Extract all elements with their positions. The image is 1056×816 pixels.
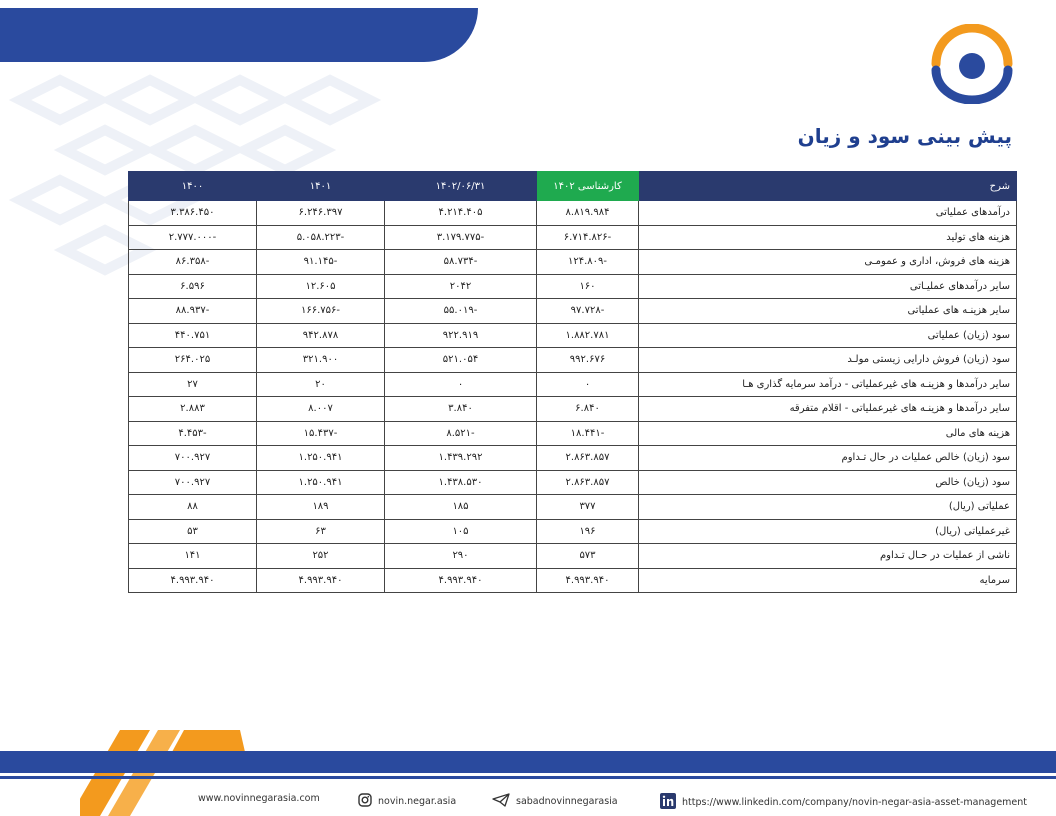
value-expert-1402: ۱.۸۸۲.۷۸۱ <box>537 323 639 348</box>
value-expert-1402: ۶.۸۴۰ <box>537 397 639 422</box>
page-title: پیش بینی سود و زیان <box>797 124 1012 148</box>
value-1401: -۵.۰۵۸.۲۲۳ <box>257 225 385 250</box>
value-1401: -۱۵.۴۳۷ <box>257 421 385 446</box>
value-expert-1402: ۹۹۲.۶۷۶ <box>537 348 639 373</box>
value-1401: ۶۳ <box>257 519 385 544</box>
value-expert-1402: ۲.۸۶۳.۸۵۷ <box>537 446 639 471</box>
value-1402-06-31: ۴.۹۹۳.۹۴۰ <box>385 568 537 593</box>
table-row <box>129 544 1017 569</box>
value-expert-1402: -۱۲۴.۸۰۹ <box>537 250 639 275</box>
value-1400: ۱۴۱ <box>129 544 257 569</box>
value-expert-1402: ۵۷۳ <box>537 544 639 569</box>
row-label: هزینه های تولید <box>639 225 1017 250</box>
footer-instagram[interactable] <box>358 793 456 810</box>
value-1401: ۸.۰۰۷ <box>257 397 385 422</box>
value-1400: -۴.۴۵۳ <box>129 421 257 446</box>
table-row <box>129 470 1017 495</box>
row-label: سود (زیان) خالص <box>639 470 1017 495</box>
row-label: عملیاتی (ریال) <box>639 495 1017 520</box>
value-expert-1402: ۲.۸۶۳.۸۵۷ <box>537 470 639 495</box>
row-label: سایر درآمدها و هزینـه های غیرعملیاتی - اقلام متفرقه <box>639 397 1017 422</box>
table-row <box>129 299 1017 324</box>
table-row <box>129 372 1017 397</box>
value-1400: -۸۶.۳۵۸ <box>129 250 257 275</box>
instagram-text: novin.negar.asia <box>378 796 457 807</box>
footer-telegram[interactable] <box>492 793 618 810</box>
profit-loss-table <box>128 171 1017 593</box>
value-1402-06-31: -۸.۵۲۱ <box>385 421 537 446</box>
value-1401: -۹۱.۱۴۵ <box>257 250 385 275</box>
value-1402-06-31: ۲۰۴۲ <box>385 274 537 299</box>
table-row <box>129 250 1017 275</box>
value-1400: ۳.۳۸۶.۴۵۰ <box>129 201 257 226</box>
value-1401: ۱.۲۵۰.۹۴۱ <box>257 470 385 495</box>
table-row <box>129 397 1017 422</box>
value-1402-06-31: ۹۲۲.۹۱۹ <box>385 323 537 348</box>
value-1402-06-31: ۰ <box>385 372 537 397</box>
row-label: غیرعملیاتی (ریال) <box>639 519 1017 544</box>
value-1402-06-31: ۴.۲۱۴.۴۰۵ <box>385 201 537 226</box>
header-1402-06-31: ۱۴۰۲/۰۶/۳۱ <box>385 172 537 201</box>
row-label: سایر هزینـه های عملیاتی <box>639 299 1017 324</box>
value-1400: -۲.۷۷۷.۰۰۰ <box>129 225 257 250</box>
value-1400: ۷۰۰.۹۲۷ <box>129 470 257 495</box>
instagram-icon <box>358 793 372 810</box>
value-1400: ۴.۹۹۳.۹۴۰ <box>129 568 257 593</box>
value-1401: ۲۵۲ <box>257 544 385 569</box>
telegram-icon <box>492 793 510 810</box>
row-label: هزینه های مالی <box>639 421 1017 446</box>
row-label: سرمایه <box>639 568 1017 593</box>
header-description: شرح <box>639 172 1017 201</box>
website-text: www.novinnegarasia.com <box>198 793 320 804</box>
row-label: سود (زیان) عملیاتی <box>639 323 1017 348</box>
row-label: ناشی از عملیات در حـال تـداوم <box>639 544 1017 569</box>
table-row <box>129 225 1017 250</box>
value-expert-1402: ۱۶۰ <box>537 274 639 299</box>
value-1400: ۸۸ <box>129 495 257 520</box>
value-1401: ۶.۲۴۶.۳۹۷ <box>257 201 385 226</box>
table-header-row <box>129 172 1017 201</box>
linkedin-text: https://www.linkedin.com/company/novin-negar-asia-asset-management <box>682 797 1028 808</box>
row-label: سایر درآمدها و هزینـه های غیرعملیاتی - درآمد سرمایه گذاری هـا <box>639 372 1017 397</box>
value-1402-06-31: ۵۲۱.۰۵۴ <box>385 348 537 373</box>
row-label: سود (زیان) خالص عملیات در حال تـداوم <box>639 446 1017 471</box>
value-1401: ۳۲۱.۹۰۰ <box>257 348 385 373</box>
footer-website[interactable] <box>198 793 320 804</box>
table-row <box>129 495 1017 520</box>
value-expert-1402: ۸.۸۱۹.۹۸۴ <box>537 201 639 226</box>
table-row <box>129 201 1017 226</box>
value-1401: ۲۰ <box>257 372 385 397</box>
value-1401: ۱۸۹ <box>257 495 385 520</box>
value-1401: ۴.۹۹۳.۹۴۰ <box>257 568 385 593</box>
company-logo <box>930 24 1014 104</box>
value-expert-1402: -۱۸.۴۴۱ <box>537 421 639 446</box>
value-1400: ۶.۵۹۶ <box>129 274 257 299</box>
row-label: هزینه های فروش، اداری و عمومـی <box>639 250 1017 275</box>
table-row <box>129 323 1017 348</box>
row-label: درآمدهای عملیاتی <box>639 201 1017 226</box>
value-1400: -۸۸.۹۳۷ <box>129 299 257 324</box>
table-row <box>129 446 1017 471</box>
value-1402-06-31: ۱.۴۳۸.۵۳۰ <box>385 470 537 495</box>
value-1400: ۲.۸۸۳ <box>129 397 257 422</box>
value-1400: ۴۴۰.۷۵۱ <box>129 323 257 348</box>
value-expert-1402: -۶.۷۱۴.۸۲۶ <box>537 225 639 250</box>
telegram-text: sabadnovinnegarasia <box>516 796 618 807</box>
value-1401: -۱۶۶.۷۵۶ <box>257 299 385 324</box>
value-1402-06-31: -۳.۱۷۹.۷۷۵ <box>385 225 537 250</box>
table-row <box>129 421 1017 446</box>
row-label: سایر درآمدهای عملیـاتی <box>639 274 1017 299</box>
value-1401: ۱.۲۵۰.۹۴۱ <box>257 446 385 471</box>
value-1402-06-31: -۵۸.۷۳۴ <box>385 250 537 275</box>
value-1400: ۲۶۴.۰۲۵ <box>129 348 257 373</box>
value-expert-1402: ۳۷۷ <box>537 495 639 520</box>
table-row <box>129 348 1017 373</box>
value-expert-1402: ۴.۹۹۳.۹۴۰ <box>537 568 639 593</box>
header-1401: ۱۴۰۱ <box>257 172 385 201</box>
value-1402-06-31: ۲۹۰ <box>385 544 537 569</box>
value-1402-06-31: ۱.۴۳۹.۲۹۲ <box>385 446 537 471</box>
value-1400: ۲۷ <box>129 372 257 397</box>
row-label: سود (زیان) فروش دارایی زیستی مولـد <box>639 348 1017 373</box>
footer-line <box>0 776 1056 779</box>
value-expert-1402: ۱۹۶ <box>537 519 639 544</box>
value-1402-06-31: ۱۰۵ <box>385 519 537 544</box>
header-expert-1402: کارشناسی ۱۴۰۲ <box>537 172 639 201</box>
linkedin-icon <box>660 793 676 812</box>
value-expert-1402: -۹۷.۷۲۸ <box>537 299 639 324</box>
table-row <box>129 519 1017 544</box>
value-1401: ۱۲.۶۰۵ <box>257 274 385 299</box>
value-1401: ۹۴۲.۸۷۸ <box>257 323 385 348</box>
footer-band <box>0 751 1056 773</box>
table-row <box>129 274 1017 299</box>
value-1402-06-31: ۳.۸۴۰ <box>385 397 537 422</box>
top-header-bar <box>0 8 478 62</box>
header-1400: ۱۴۰۰ <box>129 172 257 201</box>
value-expert-1402: ۰ <box>537 372 639 397</box>
footer-linkedin[interactable] <box>660 793 1027 812</box>
value-1402-06-31: ۱۸۵ <box>385 495 537 520</box>
value-1402-06-31: -۵۵.۰۱۹ <box>385 299 537 324</box>
value-1400: ۵۳ <box>129 519 257 544</box>
value-1400: ۷۰۰.۹۲۷ <box>129 446 257 471</box>
table-row <box>129 568 1017 593</box>
